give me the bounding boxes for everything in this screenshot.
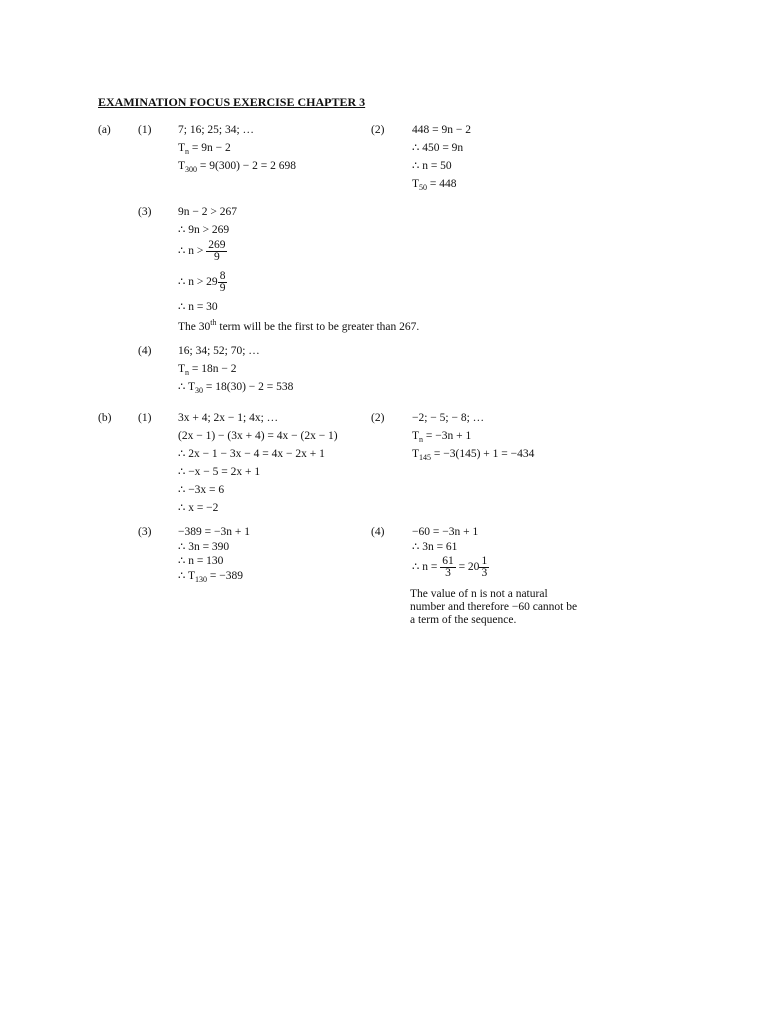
a3-line4: ∴ n > 29 $\frac{8}{9}$ xyxy=(178,270,226,294)
b4-mixed-fraction: $\frac{1}{3}$ xyxy=(481,555,488,579)
page-title: EXAMINATION FOCUS EXERCISE CHAPTER 3 xyxy=(98,95,366,109)
a4-label: (4) xyxy=(138,345,152,357)
a3-line1: 9n − 2 > 267 xyxy=(178,206,237,218)
a2-label: (2) xyxy=(371,124,385,136)
a3-fraction: $\frac{269}{9}$ xyxy=(208,239,226,263)
a1-label: (1) xyxy=(138,124,152,136)
b2-label: (2) xyxy=(371,412,385,424)
a2-line2: ∴ 450 = 9n xyxy=(412,142,464,154)
b1-line6: ∴ x = −2 xyxy=(178,502,219,514)
b1-line3: ∴ 2x − 1 − 3x − 4 = 4x − 2x + 1 xyxy=(178,448,325,460)
b1-line1: 3x + 4; 2x − 1; 4x; … xyxy=(178,412,279,424)
b4-note: The value of n is not a natural number and therefore −60 cannot be a term of the sequence. xyxy=(410,588,578,626)
b2-line1: −2; − 5; − 8; … xyxy=(412,412,485,424)
a3-line3: ∴ n > $\frac{269}{9}$ xyxy=(178,239,226,263)
b3-line3: ∴ n = 130 xyxy=(178,555,224,567)
a1-line1: 7; 16; 25; 34; … xyxy=(178,124,255,136)
a1-line3: $T_{300} = 9(300) - 2 = 2$ 698 xyxy=(178,160,297,174)
a2-line3: ∴ n = 50 xyxy=(412,160,452,172)
b3-line4: ∴ $T_{130} = -389$ xyxy=(178,570,243,584)
a3-label: (3) xyxy=(138,206,152,218)
a4-line1: 16; 34; 52; 70; … xyxy=(178,345,260,357)
b4-line2: ∴ 3n = 61 xyxy=(412,541,458,553)
a3-note: The 30th term will be the first to be greater than 267. xyxy=(178,318,420,333)
b3-label: (3) xyxy=(138,526,152,538)
a2-line1: 448 = 9n − 2 xyxy=(412,124,471,136)
b3-line1: −389 = −3n + 1 xyxy=(178,526,250,538)
b1-line5: ∴ −3x = 6 xyxy=(178,484,225,496)
a4-line3: ∴ $T_{30} = 18(30) - 2 = 538$ xyxy=(178,381,294,395)
b3-line2: ∴ 3n = 390 xyxy=(178,541,230,553)
b4-line1: −60 = −3n + 1 xyxy=(412,526,479,538)
b4-line3: ∴ n = $\frac{61}{3}$ = 20 $\frac{1}{3}$ xyxy=(412,555,488,579)
b2-line3: $T_{145} = -3(145) + 1 = -434$ xyxy=(412,448,535,462)
b4-fraction: $\frac{61}{3}$ xyxy=(442,555,454,579)
b1-line2: (2x − 1) − (3x + 4) = 4x − (2x − 1) xyxy=(178,430,338,442)
b1-line4: ∴ −x − 5 = 2x + 1 xyxy=(178,466,261,478)
b1-label: (1) xyxy=(138,412,152,424)
b2-line2: $T_n = -3n + 1$ xyxy=(412,430,472,444)
a1-line2: $T_n = 9n - 2$ xyxy=(178,142,231,156)
part-b-label: (b) xyxy=(98,412,112,424)
a4-line2: $T_n = 18n - 2$ xyxy=(178,363,237,377)
a3-mixed-fraction: $\frac{8}{9}$ xyxy=(219,270,226,294)
a3-line2: ∴ 9n > 269 xyxy=(178,224,230,236)
a3-line5: ∴ n = 30 xyxy=(178,301,218,313)
a2-line4: $T_{50} = 448$ xyxy=(412,178,457,192)
part-a-label: (a) xyxy=(98,124,111,136)
b4-label: (4) xyxy=(371,526,385,538)
